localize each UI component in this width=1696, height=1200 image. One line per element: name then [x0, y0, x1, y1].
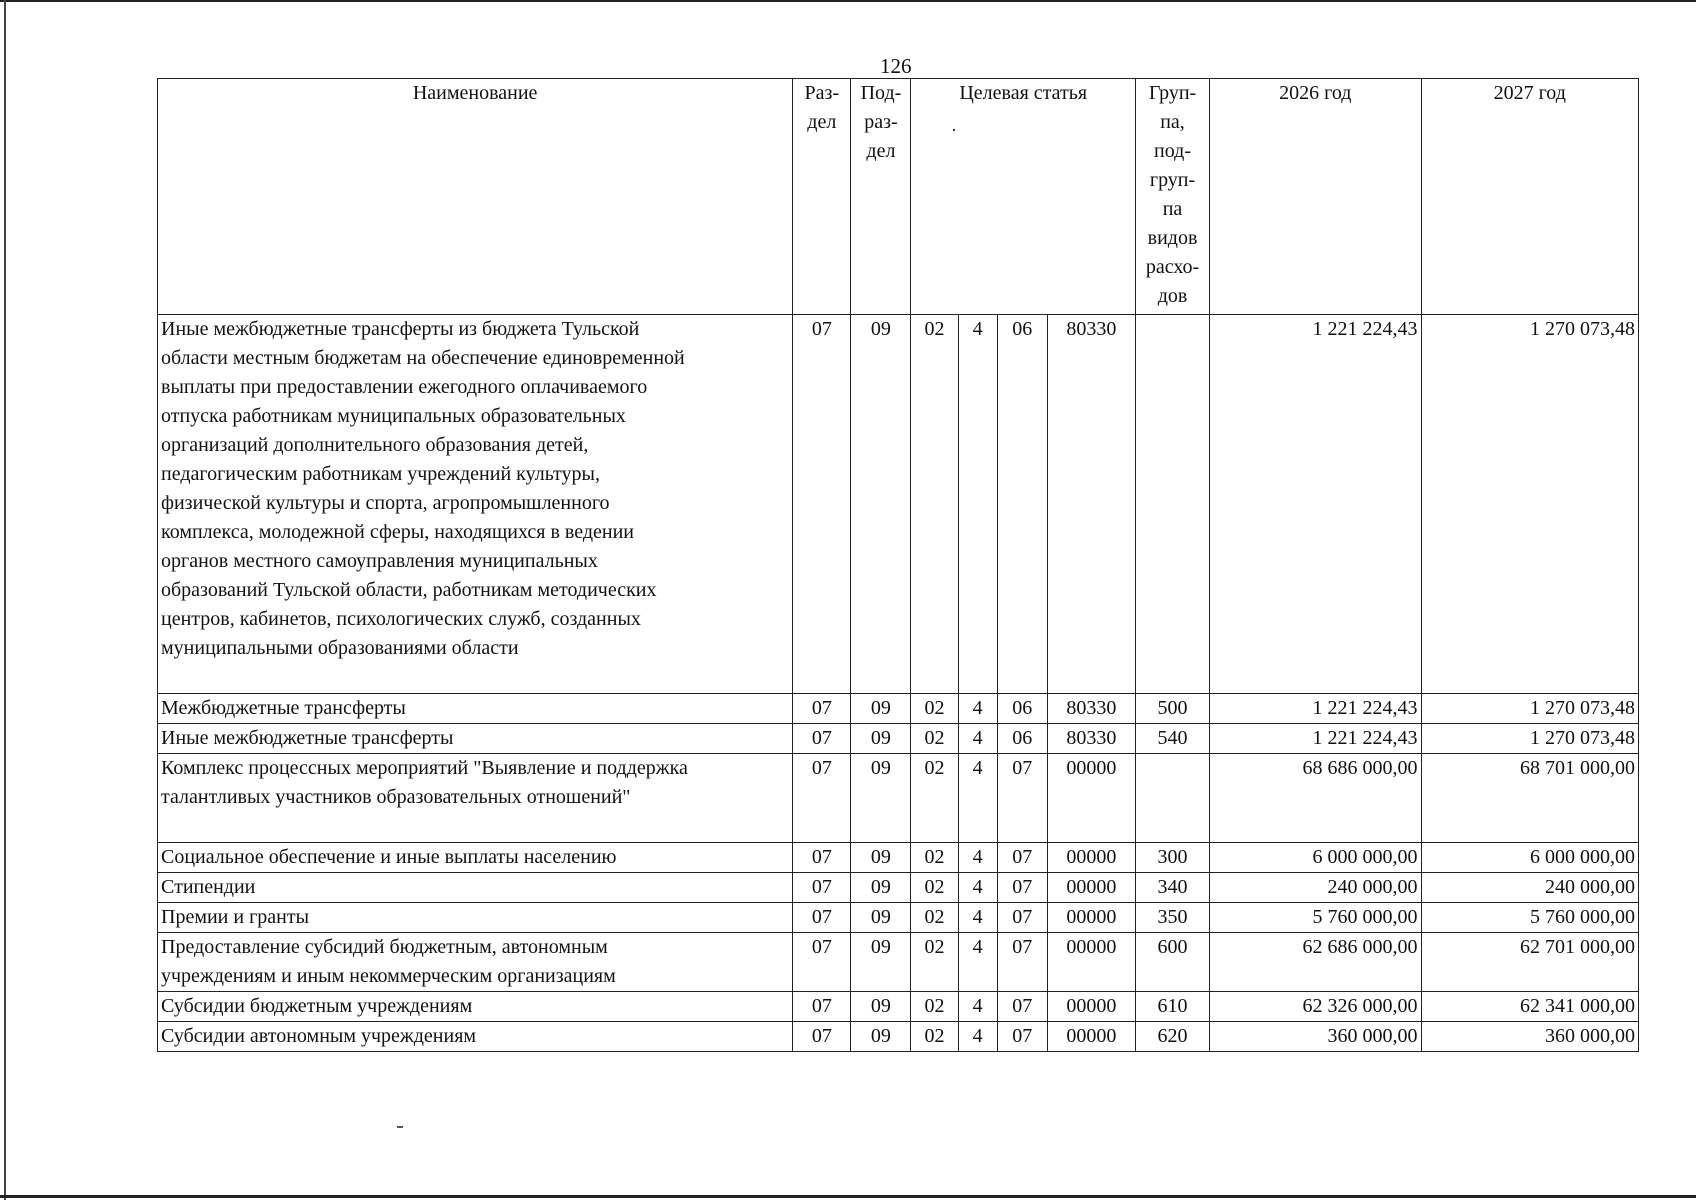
cell-target-article-program: 02 [911, 315, 958, 694]
cell-expense-group: 610 [1135, 992, 1209, 1022]
header-target-article: Целевая статья [911, 79, 1135, 315]
header-group-line: под- [1154, 140, 1191, 162]
cell-razdel: 07 [793, 873, 851, 903]
cell-podrazdel: 09 [851, 933, 911, 992]
cell-name-line: Иные межбюджетные трансферты [161, 727, 454, 749]
cell-target-article-complex: 06 [997, 694, 1047, 724]
cell-podrazdel: 09 [851, 754, 911, 843]
cell-podrazdel: 09 [851, 1022, 911, 1052]
cell-target-article-program: 02 [911, 903, 958, 933]
cell-razdel: 07 [793, 903, 851, 933]
header-group-line: видов [1147, 227, 1198, 249]
cell-amount-2027: 5 760 000,00 [1421, 903, 1638, 933]
table-row [158, 694, 1639, 724]
cell-amount-2026: 62 686 000,00 [1210, 933, 1421, 992]
cell-name-line: органов местного самоуправления муниципальных [161, 550, 598, 572]
cell-name-line: Комплекс процессных мероприятий "Выявление и поддержка [161, 757, 688, 779]
cell-name [158, 933, 793, 992]
cell-target-article-direction: 00000 [1047, 754, 1135, 843]
cell-razdel: 07 [793, 694, 851, 724]
cell-target-article-program: 02 [911, 754, 958, 843]
cell-name [158, 724, 793, 754]
cell-target-article-program: 02 [911, 992, 958, 1022]
cell-target-article-type: 4 [958, 694, 997, 724]
cell-podrazdel: 09 [851, 315, 911, 694]
cell-razdel: 07 [793, 933, 851, 992]
cell-target-article-type: 4 [958, 1022, 997, 1052]
cell-name-line: Премии и гранты [161, 906, 310, 928]
table-body [158, 315, 1639, 1052]
cell-name-line: Субсидии бюджетным учреждениям [161, 995, 473, 1017]
scan-mark [397, 1126, 403, 1128]
header-2027: 2027 год [1421, 79, 1638, 315]
table-row [158, 992, 1639, 1022]
cell-target-article-type: 4 [958, 992, 997, 1022]
header-podrazdel [851, 79, 911, 315]
table-row [158, 843, 1639, 873]
cell-amount-2026: 360 000,00 [1210, 1022, 1421, 1052]
header-group-line: па, [1160, 111, 1185, 133]
header-group [1135, 79, 1209, 315]
cell-target-article-complex: 07 [997, 873, 1047, 903]
cell-name-line: организаций дополнительного образования детей, [161, 434, 589, 456]
cell-target-article-complex: 06 [997, 724, 1047, 754]
cell-name-line: муниципальными образованиями области [161, 637, 519, 659]
scan-border-left [4, 0, 6, 1200]
cell-expense-group: 350 [1135, 903, 1209, 933]
page-number: 126 [880, 54, 912, 78]
cell-name-line: Иные межбюджетные трансферты из бюджета Тульской [161, 318, 640, 340]
cell-target-article-complex: 07 [997, 992, 1047, 1022]
header-name: Наименование [158, 79, 793, 315]
cell-target-article-type: 4 [958, 873, 997, 903]
cell-podrazdel: 09 [851, 873, 911, 903]
cell-name-line: Социальное обеспечение и иные выплаты населению [161, 846, 617, 868]
cell-amount-2027: 62 341 000,00 [1421, 992, 1638, 1022]
cell-podrazdel: 09 [851, 724, 911, 754]
cell-target-article-direction: 00000 [1047, 903, 1135, 933]
cell-target-article-direction: 00000 [1047, 933, 1135, 992]
cell-target-article-program: 02 [911, 694, 958, 724]
cell-target-article-complex: 07 [997, 903, 1047, 933]
cell-razdel: 07 [793, 843, 851, 873]
header-group-line: груп- [1149, 169, 1196, 191]
cell-razdel: 07 [793, 724, 851, 754]
cell-target-article-direction: 80330 [1047, 694, 1135, 724]
cell-name [158, 1022, 793, 1052]
cell-amount-2027: 68 701 000,00 [1421, 754, 1638, 843]
cell-expense-group: 340 [1135, 873, 1209, 903]
cell-name [158, 754, 793, 843]
cell-name [158, 903, 793, 933]
cell-name-line: талантливых участников образовательных отношений" [161, 786, 631, 808]
header-group-line: дов [1157, 285, 1188, 307]
cell-target-article-program: 02 [911, 1022, 958, 1052]
cell-target-article-program: 02 [911, 873, 958, 903]
cell-podrazdel: 09 [851, 843, 911, 873]
cell-expense-group [1135, 315, 1209, 694]
cell-target-article-direction: 80330 [1047, 724, 1135, 754]
cell-expense-group: 500 [1135, 694, 1209, 724]
cell-razdel: 07 [793, 754, 851, 843]
cell-amount-2027: 1 270 073,48 [1421, 315, 1638, 694]
table-row [158, 903, 1639, 933]
cell-podrazdel: 09 [851, 992, 911, 1022]
cell-target-article-complex: 06 [997, 315, 1047, 694]
cell-name-line: центров, кабинетов, психологических служб, созданных [161, 608, 641, 630]
cell-name-line: образований Тульской области, работникам методических [161, 579, 657, 601]
cell-amount-2027: 360 000,00 [1421, 1022, 1638, 1052]
cell-name [158, 694, 793, 724]
header-group-line: па [1162, 198, 1183, 220]
cell-target-article-type: 4 [958, 843, 997, 873]
header-razdel [793, 79, 851, 315]
cell-target-article-type: 4 [958, 724, 997, 754]
cell-name [158, 873, 793, 903]
cell-amount-2027: 1 270 073,48 [1421, 724, 1638, 754]
cell-expense-group: 600 [1135, 933, 1209, 992]
table-row [158, 724, 1639, 754]
table-header-row [158, 79, 1639, 315]
cell-expense-group: 620 [1135, 1022, 1209, 1052]
cell-name [158, 315, 793, 694]
cell-amount-2027: 62 701 000,00 [1421, 933, 1638, 992]
cell-target-article-direction: 80330 [1047, 315, 1135, 694]
cell-amount-2026: 240 000,00 [1210, 873, 1421, 903]
table-row [158, 1022, 1639, 1052]
cell-name-line: Субсидии автономным учреждениям [161, 1025, 477, 1047]
cell-target-article-direction: 00000 [1047, 873, 1135, 903]
cell-target-article-complex: 07 [997, 754, 1047, 843]
table-row [158, 754, 1639, 843]
cell-target-article-direction: 00000 [1047, 843, 1135, 873]
cell-amount-2026: 1 221 224,43 [1210, 724, 1421, 754]
cell-podrazdel: 09 [851, 903, 911, 933]
cell-name-line: области местным бюджетам на обеспечение единовременной [161, 347, 685, 369]
header-2026: 2026 год [1210, 79, 1421, 315]
header-group-line: Груп- [1148, 82, 1197, 104]
cell-target-article-program: 02 [911, 724, 958, 754]
cell-target-article-complex: 07 [997, 843, 1047, 873]
cell-amount-2026: 62 326 000,00 [1210, 992, 1421, 1022]
cell-target-article-direction: 00000 [1047, 1022, 1135, 1052]
cell-name-line: учреждениям и иным некоммерческим организациям [161, 965, 616, 987]
cell-name-line: отпуска работникам муниципальных образовательных [161, 405, 626, 427]
cell-target-article-type: 4 [958, 315, 997, 694]
cell-target-article-complex: 07 [997, 933, 1047, 992]
cell-name-line: Межбюджетные трансферты [161, 697, 406, 719]
cell-target-article-type: 4 [958, 933, 997, 992]
cell-amount-2026: 5 760 000,00 [1210, 903, 1421, 933]
cell-target-article-type: 4 [958, 754, 997, 843]
cell-razdel: 07 [793, 315, 851, 694]
cell-amount-2026: 1 221 224,43 [1210, 315, 1421, 694]
cell-name-line: физической культуры и спорта, агропромышленного [161, 492, 610, 514]
cell-name-line: выплаты при предоставлении ежегодного оплачиваемого [161, 376, 648, 398]
cell-name-line: Стипендии [161, 876, 256, 898]
cell-target-article-type: 4 [958, 903, 997, 933]
cell-amount-2026: 1 221 224,43 [1210, 694, 1421, 724]
cell-name-line: Предоставление субсидий бюджетным, автономным [161, 936, 608, 958]
cell-podrazdel: 09 [851, 694, 911, 724]
cell-target-article-direction: 00000 [1047, 992, 1135, 1022]
scan-border-top [0, 0, 1696, 2]
cell-amount-2027: 240 000,00 [1421, 873, 1638, 903]
cell-expense-group: 540 [1135, 724, 1209, 754]
cell-amount-2026: 6 000 000,00 [1210, 843, 1421, 873]
cell-name [158, 992, 793, 1022]
cell-razdel: 07 [793, 1022, 851, 1052]
header-podrazdel-line: раз- [864, 111, 898, 133]
table-row [158, 315, 1639, 694]
cell-name [158, 843, 793, 873]
header-podrazdel-line: дел [866, 140, 896, 162]
cell-name-line: педагогическим работникам учреждений культуры, [161, 463, 600, 485]
table-row [158, 933, 1639, 992]
header-group-line: расхо- [1145, 256, 1200, 278]
cell-target-article-complex: 07 [997, 1022, 1047, 1052]
budget-table [157, 78, 1639, 1052]
cell-target-article-program: 02 [911, 843, 958, 873]
header-podrazdel-line: Под- [860, 82, 902, 104]
table-row [158, 873, 1639, 903]
cell-expense-group [1135, 754, 1209, 843]
cell-amount-2027: 6 000 000,00 [1421, 843, 1638, 873]
header-razdel-line: дел [807, 111, 837, 133]
header-razdel-line: Раз- [804, 82, 840, 104]
scan-border-bottom [0, 1195, 1696, 1198]
cell-razdel: 07 [793, 992, 851, 1022]
cell-amount-2027: 1 270 073,48 [1421, 694, 1638, 724]
cell-name-line: комплекса, молодежной сферы, находящихся в ведении [161, 521, 634, 543]
cell-expense-group: 300 [1135, 843, 1209, 873]
cell-target-article-program: 02 [911, 933, 958, 992]
cell-amount-2026: 68 686 000,00 [1210, 754, 1421, 843]
